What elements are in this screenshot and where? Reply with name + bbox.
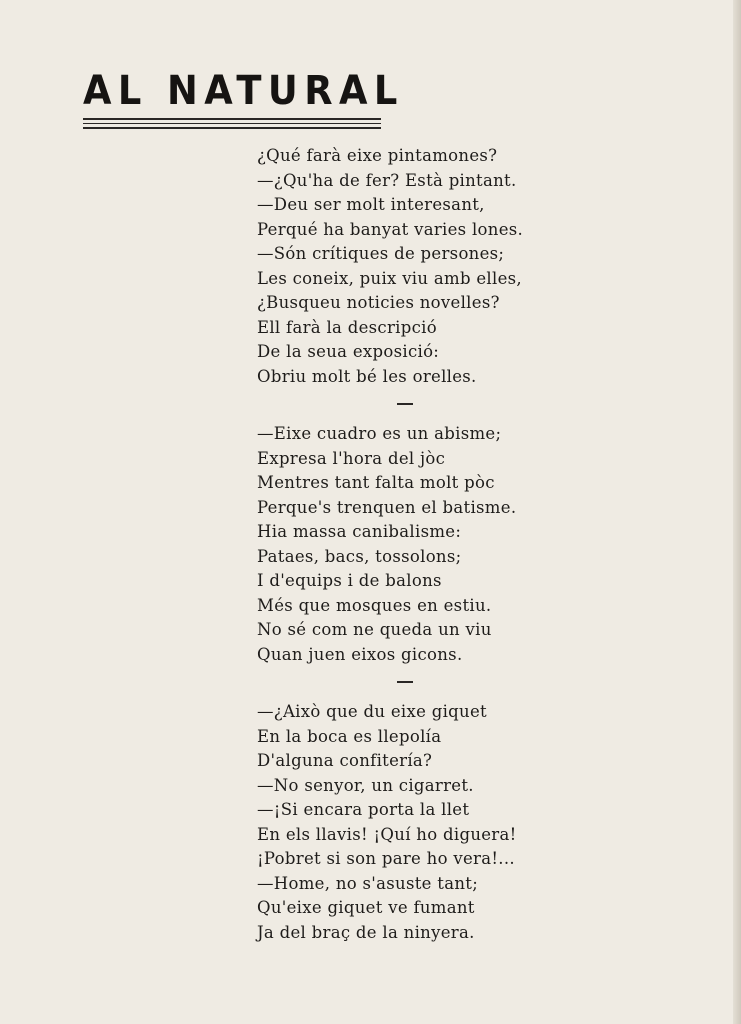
verse-line: —Home, no s'asuste tant; [257, 873, 479, 893]
rule-line [83, 127, 381, 129]
verse-line: Més que mosques en estiu. [257, 595, 492, 615]
stanza-1 [257, 144, 587, 389]
stanza-3 [257, 700, 587, 945]
poem [257, 144, 587, 945]
verse-line: —Deu ser molt interesant, [257, 195, 485, 214]
verse-line: Les coneix, puix viu amb elles, [257, 268, 522, 288]
page-edge [733, 0, 741, 1024]
verse-line: Ell farà la descripció [257, 317, 437, 337]
verse-line: —¡Si encara porta la llet [257, 800, 470, 819]
verse-line: ¿Qué farà eixe pintamones? [257, 146, 498, 165]
verse-line: I d'equips i de balons [257, 571, 442, 590]
verse-line: En els llavis! ¡Quí ho diguera! [257, 824, 517, 844]
verse-line: De la seua exposició: [257, 342, 440, 361]
verse-line: Hia massa canibalisme: [257, 522, 462, 541]
verse-line: Quan juen eixos gicons. [257, 644, 463, 664]
verse-line: En la boca es llepolía [257, 726, 442, 746]
stanza-2 [257, 422, 587, 667]
verse-line: Obriu molt bé les orelles. [257, 366, 477, 386]
stanza-separator [257, 389, 587, 422]
verse-line: Perqué ha banyat varies lones. [257, 219, 524, 239]
verse-line: Qu'eixe giquet ve fumant [257, 898, 475, 917]
page-title: AL NATURAL [83, 68, 404, 114]
rule-line [83, 123, 381, 124]
stanza-separator [257, 667, 587, 700]
verse-line: Perque's trenquen el batisme. [257, 497, 517, 517]
rule-line [83, 118, 381, 120]
verse-line: Ja del braç de la ninyera. [257, 922, 475, 942]
verse-line: D'alguna confitería? [257, 751, 433, 770]
title-underline [83, 118, 381, 129]
verse-line: —Eixe cuadro es un abisme; [257, 424, 502, 443]
verse-line: Expresa l'hora del jòc [257, 448, 446, 468]
verse-line: —¿Això que du eixe giquet [257, 702, 487, 721]
verse-line: ¿Busqueu noticies novelles? [257, 293, 500, 312]
verse-line: No sé com ne queda un viu [257, 620, 492, 639]
verse-line: —¿Qu'ha de fer? Està pintant. [257, 170, 517, 190]
verse-line: Pataes, bacs, tossolons; [257, 546, 462, 566]
verse-line: Mentres tant falta molt pòc [257, 473, 495, 492]
header [83, 68, 404, 132]
verse-line: —No senyor, un cigarret. [257, 775, 474, 795]
verse-line: —Són crítiques de persones; [257, 244, 505, 263]
verse-line: ¡Pobret si son pare ho vera!... [257, 849, 515, 868]
